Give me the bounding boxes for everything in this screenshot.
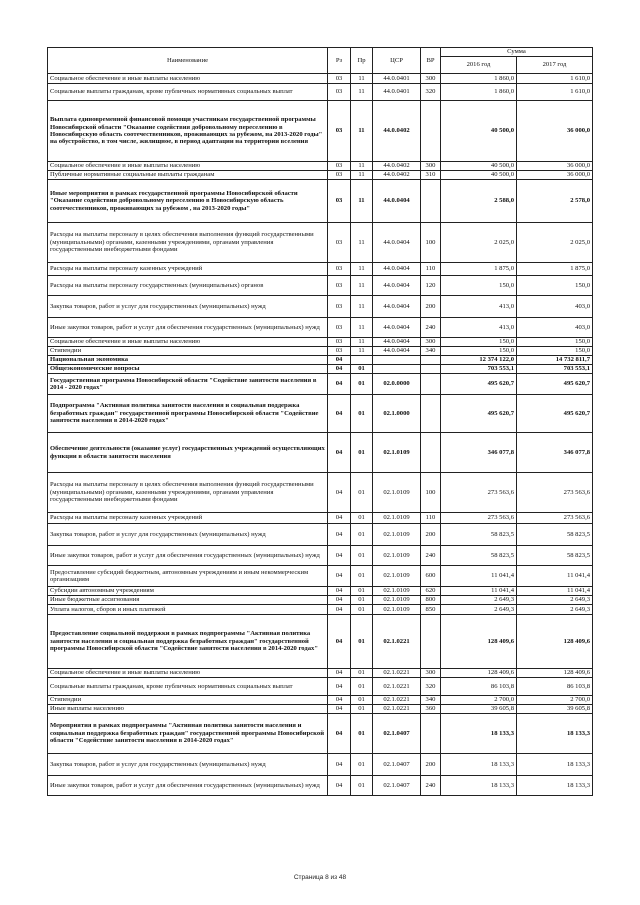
cell-rz: 04 bbox=[328, 587, 351, 596]
cell-pr: 11 bbox=[351, 171, 373, 180]
table-row bbox=[48, 566, 593, 587]
cell-vr bbox=[421, 356, 441, 365]
cell-name: Закупка товаров, работ и услуг для государственных (муниципальных) нужд bbox=[48, 296, 328, 318]
cell-vr: 360 bbox=[421, 705, 441, 714]
cell-name: Иные закупки товаров, работ и услуг для обеспечения государственных (муниципальных) нужд bbox=[48, 776, 328, 796]
table-row bbox=[48, 296, 593, 318]
cell-csr: 44.0.0404 bbox=[373, 318, 421, 338]
cell-vr: 320 bbox=[421, 84, 441, 101]
cell-csr bbox=[373, 356, 421, 365]
cell-2016: 273 563,6 bbox=[441, 473, 517, 513]
cell-2016: 40 500,0 bbox=[441, 162, 517, 171]
cell-2016: 18 133,3 bbox=[441, 714, 517, 754]
cell-2017: 403,0 bbox=[517, 296, 593, 318]
cell-2017: 2 578,0 bbox=[517, 180, 593, 223]
cell-pr: 01 bbox=[351, 776, 373, 796]
cell-2017: 346 077,8 bbox=[517, 433, 593, 473]
col-csr-header: ЦСР bbox=[373, 48, 421, 74]
cell-csr: 02.1.0109 bbox=[373, 433, 421, 473]
table-row bbox=[48, 754, 593, 776]
cell-csr bbox=[373, 365, 421, 374]
cell-name: Социальные выплаты гражданам, кроме публичных нормативных социальных выплат bbox=[48, 678, 328, 696]
cell-vr: 240 bbox=[421, 318, 441, 338]
cell-csr: 02.1.0221 bbox=[373, 705, 421, 714]
cell-name: Социальное обеспечение и иные выплаты населению bbox=[48, 338, 328, 347]
cell-vr: 240 bbox=[421, 776, 441, 796]
cell-name: Иные выплаты населению bbox=[48, 705, 328, 714]
cell-vr: 200 bbox=[421, 296, 441, 318]
cell-vr: 300 bbox=[421, 162, 441, 171]
cell-2016: 495 620,7 bbox=[441, 395, 517, 433]
page-footer: Страница 8 из 48 bbox=[293, 874, 347, 881]
cell-2017: 1 610,0 bbox=[517, 84, 593, 101]
cell-rz: 04 bbox=[328, 776, 351, 796]
cell-2017: 2 649,3 bbox=[517, 605, 593, 615]
cell-2017: 18 133,3 bbox=[517, 776, 593, 796]
table-row bbox=[48, 162, 593, 171]
cell-name: Выплата единовременной финансовой помощи участникам государственной программы Новосибирской области "Оказание содействия добровольному переселению в Новосибирскую область соотечественников, проживающих за рубежом, на 2013-2020 годы" на обустройство, в том числе, жилищное, в период адаптации на территории вселения bbox=[48, 101, 328, 162]
cell-2017: 150,0 bbox=[517, 276, 593, 296]
cell-2016: 39 605,8 bbox=[441, 705, 517, 714]
cell-name: Обеспечение деятельности (оказание услуг) государственных учреждений осуществляющих функции в области занятости населения bbox=[48, 433, 328, 473]
cell-rz: 04 bbox=[328, 524, 351, 546]
cell-2017: 1 610,0 bbox=[517, 74, 593, 84]
cell-pr: 11 bbox=[351, 338, 373, 347]
col-rz-header: Рз bbox=[328, 48, 351, 74]
cell-name: Социальное обеспечение и иные выплаты населению bbox=[48, 74, 328, 84]
cell-csr: 44.0.0404 bbox=[373, 347, 421, 356]
table-row bbox=[48, 776, 593, 796]
table-row bbox=[48, 223, 593, 263]
table-row bbox=[48, 669, 593, 678]
cell-rz: 04 bbox=[328, 566, 351, 587]
cell-rz: 03 bbox=[328, 162, 351, 171]
cell-csr: 02.1.0407 bbox=[373, 776, 421, 796]
col-name-header: Наименование bbox=[48, 48, 328, 74]
cell-rz: 04 bbox=[328, 678, 351, 696]
cell-csr: 02.1.0221 bbox=[373, 615, 421, 669]
cell-2016: 18 133,3 bbox=[441, 754, 517, 776]
cell-rz: 03 bbox=[328, 263, 351, 276]
cell-2016: 128 409,6 bbox=[441, 615, 517, 669]
cell-2017: 58 823,5 bbox=[517, 524, 593, 546]
cell-name: Социальное обеспечение и иные выплаты населению bbox=[48, 669, 328, 678]
table-row bbox=[48, 101, 593, 162]
cell-2016: 1 875,0 bbox=[441, 263, 517, 276]
table-row bbox=[48, 596, 593, 605]
cell-name: Иные закупки товаров, работ и услуг для обеспечения государственных (муниципальных) нужд bbox=[48, 546, 328, 566]
cell-name: Иные бюджетные ассигнования bbox=[48, 596, 328, 605]
cell-csr: 02.1.0109 bbox=[373, 513, 421, 524]
cell-2017: 2 025,0 bbox=[517, 223, 593, 263]
cell-rz: 04 bbox=[328, 605, 351, 615]
cell-2016: 58 823,5 bbox=[441, 546, 517, 566]
cell-pr: 11 bbox=[351, 74, 373, 84]
cell-csr: 02.1.0109 bbox=[373, 566, 421, 587]
cell-2016: 58 823,5 bbox=[441, 524, 517, 546]
cell-vr: 200 bbox=[421, 754, 441, 776]
cell-csr: 44.0.0401 bbox=[373, 74, 421, 84]
cell-2017: 1 875,0 bbox=[517, 263, 593, 276]
cell-name: Иные закупки товаров, работ и услуг для обеспечения государственных (муниципальных) нужд bbox=[48, 318, 328, 338]
cell-vr: 100 bbox=[421, 223, 441, 263]
cell-rz: 03 bbox=[328, 84, 351, 101]
cell-name: Социальное обеспечение и иные выплаты населению bbox=[48, 162, 328, 171]
cell-2017: 150,0 bbox=[517, 347, 593, 356]
cell-csr: 44.0.0404 bbox=[373, 276, 421, 296]
cell-2016: 11 041,4 bbox=[441, 587, 517, 596]
cell-csr: 02.1.0109 bbox=[373, 524, 421, 546]
cell-2016: 2 649,3 bbox=[441, 596, 517, 605]
cell-csr: 44.0.0401 bbox=[373, 84, 421, 101]
cell-2016: 273 563,6 bbox=[441, 513, 517, 524]
cell-vr bbox=[421, 714, 441, 754]
cell-csr: 02.0.0000 bbox=[373, 374, 421, 395]
cell-2017: 36 000,0 bbox=[517, 162, 593, 171]
cell-pr: 11 bbox=[351, 84, 373, 101]
cell-2017: 36 000,0 bbox=[517, 171, 593, 180]
col-pr-header: Пр bbox=[351, 48, 373, 74]
cell-2016: 11 041,4 bbox=[441, 566, 517, 587]
table-row bbox=[48, 263, 593, 276]
table-row bbox=[48, 714, 593, 754]
cell-csr: 02.1.0109 bbox=[373, 473, 421, 513]
cell-pr: 11 bbox=[351, 276, 373, 296]
cell-rz: 03 bbox=[328, 180, 351, 223]
cell-rz: 04 bbox=[328, 705, 351, 714]
col-2017-header: 2017 год bbox=[517, 57, 593, 74]
cell-pr: 01 bbox=[351, 669, 373, 678]
cell-pr: 11 bbox=[351, 318, 373, 338]
cell-rz: 04 bbox=[328, 596, 351, 605]
cell-vr: 300 bbox=[421, 338, 441, 347]
cell-pr: 01 bbox=[351, 546, 373, 566]
cell-rz: 03 bbox=[328, 296, 351, 318]
cell-vr bbox=[421, 101, 441, 162]
cell-rz: 03 bbox=[328, 347, 351, 356]
table-row bbox=[48, 395, 593, 433]
cell-2017: 18 133,3 bbox=[517, 714, 593, 754]
cell-pr: 01 bbox=[351, 473, 373, 513]
table-header bbox=[48, 48, 593, 74]
cell-2016: 12 374 122,0 bbox=[441, 356, 517, 365]
cell-pr: 11 bbox=[351, 162, 373, 171]
cell-csr: 02.1.0221 bbox=[373, 669, 421, 678]
cell-name: Расходы на выплаты персоналу казенных учреждений bbox=[48, 513, 328, 524]
cell-csr: 44.0.0404 bbox=[373, 223, 421, 263]
table-row bbox=[48, 524, 593, 546]
cell-name: Публичные нормативные социальные выплаты гражданам bbox=[48, 171, 328, 180]
cell-vr: 200 bbox=[421, 524, 441, 546]
cell-csr: 44.0.0402 bbox=[373, 171, 421, 180]
cell-2016: 2 649,3 bbox=[441, 605, 517, 615]
cell-name: Социальные выплаты гражданам, кроме публичных нормативных социальных выплат bbox=[48, 84, 328, 101]
cell-csr: 44.0.0404 bbox=[373, 296, 421, 318]
table-row bbox=[48, 615, 593, 669]
cell-name: Предоставление субсидий бюджетным, автономным учреждениям и иным некоммерческим организациям bbox=[48, 566, 328, 587]
table-row bbox=[48, 74, 593, 84]
table-row bbox=[48, 705, 593, 714]
table-row bbox=[48, 365, 593, 374]
cell-csr: 44.0.0404 bbox=[373, 338, 421, 347]
cell-rz: 04 bbox=[328, 473, 351, 513]
cell-rz: 03 bbox=[328, 276, 351, 296]
cell-csr: 02.1.0109 bbox=[373, 596, 421, 605]
table-row bbox=[48, 84, 593, 101]
cell-2016: 703 553,1 bbox=[441, 365, 517, 374]
cell-name: Мероприятия в рамках подпрограммы "Активная политика занятости населения и социальная поддержка безработных граждан" государственной программы Новосибирской области "Содействие занятости населения в 2014-2020 годах" bbox=[48, 714, 328, 754]
table-row bbox=[48, 473, 593, 513]
cell-vr bbox=[421, 395, 441, 433]
cell-pr: 01 bbox=[351, 596, 373, 605]
cell-vr bbox=[421, 615, 441, 669]
cell-pr: 01 bbox=[351, 605, 373, 615]
cell-vr: 310 bbox=[421, 171, 441, 180]
cell-name: Уплата налогов, сборов и иных платежей bbox=[48, 605, 328, 615]
cell-csr: 44.0.0402 bbox=[373, 162, 421, 171]
cell-pr: 01 bbox=[351, 365, 373, 374]
col-sum-header: Сумма bbox=[441, 48, 593, 57]
cell-name: Закупка товаров, работ и услуг для государственных (муниципальных) нужд bbox=[48, 524, 328, 546]
cell-rz: 03 bbox=[328, 223, 351, 263]
cell-2016: 1 860,0 bbox=[441, 74, 517, 84]
cell-name: Расходы на выплаты персоналу казенных учреждений bbox=[48, 263, 328, 276]
cell-csr: 02.1.0407 bbox=[373, 714, 421, 754]
cell-2016: 1 860,0 bbox=[441, 84, 517, 101]
cell-2017: 273 563,6 bbox=[517, 513, 593, 524]
cell-pr: 01 bbox=[351, 615, 373, 669]
cell-pr: 01 bbox=[351, 705, 373, 714]
cell-2017: 14 732 811,7 bbox=[517, 356, 593, 365]
table-row bbox=[48, 356, 593, 365]
cell-2017: 128 409,6 bbox=[517, 669, 593, 678]
cell-2017: 39 605,8 bbox=[517, 705, 593, 714]
cell-name: Стипендии bbox=[48, 696, 328, 705]
cell-2016: 18 133,3 bbox=[441, 776, 517, 796]
table-row bbox=[48, 513, 593, 524]
cell-vr: 300 bbox=[421, 669, 441, 678]
cell-pr: 01 bbox=[351, 696, 373, 705]
cell-name: Национальная экономика bbox=[48, 356, 328, 365]
cell-csr: 02.1.0109 bbox=[373, 546, 421, 566]
cell-name: Расходы на выплаты персоналу в целях обеспечения выполнения функций государственными (муниципальными) органами, казенными учреждениями, органами управления государственными внебюджетными фондами bbox=[48, 223, 328, 263]
cell-2016: 346 077,8 bbox=[441, 433, 517, 473]
cell-name: Государственная программа Новосибирской области "Содействие занятости населения в 2014 - 2020 годах" bbox=[48, 374, 328, 395]
cell-vr: 100 bbox=[421, 473, 441, 513]
cell-2017: 11 041,4 bbox=[517, 566, 593, 587]
cell-2017: 36 000,0 bbox=[517, 101, 593, 162]
table-row bbox=[48, 338, 593, 347]
cell-pr: 11 bbox=[351, 223, 373, 263]
cell-csr: 44.0.0402 bbox=[373, 101, 421, 162]
cell-name: Стипендии bbox=[48, 347, 328, 356]
cell-csr: 02.1.0221 bbox=[373, 696, 421, 705]
cell-rz: 04 bbox=[328, 546, 351, 566]
cell-2016: 40 500,0 bbox=[441, 171, 517, 180]
table-row bbox=[48, 318, 593, 338]
cell-2016: 2 025,0 bbox=[441, 223, 517, 263]
cell-2016: 150,0 bbox=[441, 276, 517, 296]
cell-vr bbox=[421, 374, 441, 395]
cell-2017: 150,0 bbox=[517, 338, 593, 347]
budget-table bbox=[47, 47, 593, 796]
cell-rz: 03 bbox=[328, 171, 351, 180]
cell-pr: 01 bbox=[351, 714, 373, 754]
cell-csr: 02.1.0109 bbox=[373, 587, 421, 596]
cell-vr: 800 bbox=[421, 596, 441, 605]
cell-csr: 44.0.0404 bbox=[373, 263, 421, 276]
cell-csr: 02.1.0221 bbox=[373, 678, 421, 696]
table-row bbox=[48, 347, 593, 356]
cell-pr: 01 bbox=[351, 754, 373, 776]
cell-csr: 44.0.0404 bbox=[373, 180, 421, 223]
cell-rz: 04 bbox=[328, 374, 351, 395]
cell-vr: 300 bbox=[421, 74, 441, 84]
table-row bbox=[48, 587, 593, 596]
cell-2016: 86 103,8 bbox=[441, 678, 517, 696]
cell-name: Иные мероприятия в рамках государственной программы Новосибирской области "Оказание содействия добровольному переселению в Новосибирскую область соотечественников, проживающих за рубежом , на 2013-2020 годы" bbox=[48, 180, 328, 223]
cell-rz: 03 bbox=[328, 338, 351, 347]
cell-2016: 40 500,0 bbox=[441, 101, 517, 162]
cell-2017: 128 409,6 bbox=[517, 615, 593, 669]
cell-pr: 01 bbox=[351, 395, 373, 433]
cell-rz: 03 bbox=[328, 74, 351, 84]
cell-pr: 01 bbox=[351, 566, 373, 587]
cell-csr: 02.1.0000 bbox=[373, 395, 421, 433]
cell-rz: 04 bbox=[328, 696, 351, 705]
cell-pr: 01 bbox=[351, 524, 373, 546]
cell-2016: 413,0 bbox=[441, 318, 517, 338]
cell-2017: 495 620,7 bbox=[517, 374, 593, 395]
cell-2017: 703 553,1 bbox=[517, 365, 593, 374]
cell-pr: 01 bbox=[351, 587, 373, 596]
cell-rz: 04 bbox=[328, 365, 351, 374]
cell-name: Расходы на выплаты персоналу государственных (муниципальных) органов bbox=[48, 276, 328, 296]
cell-vr bbox=[421, 365, 441, 374]
cell-name: Субсидии автономным учреждениям bbox=[48, 587, 328, 596]
cell-pr: 01 bbox=[351, 678, 373, 696]
cell-2016: 150,0 bbox=[441, 347, 517, 356]
table-row bbox=[48, 276, 593, 296]
cell-pr: 11 bbox=[351, 296, 373, 318]
cell-2017: 2 700,0 bbox=[517, 696, 593, 705]
cell-2016: 2 700,0 bbox=[441, 696, 517, 705]
cell-2017: 86 103,8 bbox=[517, 678, 593, 696]
table-body bbox=[48, 74, 593, 796]
cell-vr: 340 bbox=[421, 696, 441, 705]
table-row bbox=[48, 678, 593, 696]
cell-pr bbox=[351, 356, 373, 365]
cell-2016: 495 620,7 bbox=[441, 374, 517, 395]
table-row bbox=[48, 180, 593, 223]
cell-csr: 02.1.0407 bbox=[373, 754, 421, 776]
cell-2016: 2 588,0 bbox=[441, 180, 517, 223]
cell-rz: 04 bbox=[328, 669, 351, 678]
cell-vr: 620 bbox=[421, 587, 441, 596]
cell-rz: 03 bbox=[328, 318, 351, 338]
table-row bbox=[48, 171, 593, 180]
cell-name: Закупка товаров, работ и услуг для государственных (муниципальных) нужд bbox=[48, 754, 328, 776]
cell-vr: 110 bbox=[421, 513, 441, 524]
table-row bbox=[48, 546, 593, 566]
table-row bbox=[48, 433, 593, 473]
cell-vr: 600 bbox=[421, 566, 441, 587]
cell-name: Предоставление социальной поддержки в рамках подпрограммы "Активная политика занятости населения и социальная поддержка безработных граждан" государственной программы Новосибирской области "Содействие занятости населения в 2014-2020 годах" bbox=[48, 615, 328, 669]
cell-rz: 04 bbox=[328, 754, 351, 776]
cell-vr bbox=[421, 180, 441, 223]
cell-2017: 403,0 bbox=[517, 318, 593, 338]
cell-vr: 110 bbox=[421, 263, 441, 276]
cell-pr: 11 bbox=[351, 180, 373, 223]
cell-2016: 128 409,6 bbox=[441, 669, 517, 678]
cell-name: Расходы на выплаты персоналу в целях обеспечения выполнения функций государственными (муниципальными) органами, казенными учреждениями, органами управления государственными внебюджетными фондами bbox=[48, 473, 328, 513]
cell-pr: 01 bbox=[351, 374, 373, 395]
cell-2016: 150,0 bbox=[441, 338, 517, 347]
cell-2017: 273 563,6 bbox=[517, 473, 593, 513]
cell-pr: 01 bbox=[351, 513, 373, 524]
cell-csr: 02.1.0109 bbox=[373, 605, 421, 615]
cell-vr: 850 bbox=[421, 605, 441, 615]
cell-2017: 11 041,4 bbox=[517, 587, 593, 596]
cell-rz: 04 bbox=[328, 513, 351, 524]
cell-name: Общеэкономические вопросы bbox=[48, 365, 328, 374]
cell-2017: 495 620,7 bbox=[517, 395, 593, 433]
cell-vr: 240 bbox=[421, 546, 441, 566]
cell-pr: 11 bbox=[351, 347, 373, 356]
cell-rz: 04 bbox=[328, 714, 351, 754]
table-row bbox=[48, 696, 593, 705]
col-2016-header: 2016 год bbox=[441, 57, 517, 74]
cell-vr: 120 bbox=[421, 276, 441, 296]
cell-vr bbox=[421, 433, 441, 473]
cell-rz: 04 bbox=[328, 395, 351, 433]
col-vr-header: ВР bbox=[421, 48, 441, 74]
cell-rz: 04 bbox=[328, 433, 351, 473]
table-row bbox=[48, 605, 593, 615]
cell-2017: 2 649,3 bbox=[517, 596, 593, 605]
cell-rz: 04 bbox=[328, 615, 351, 669]
cell-vr: 320 bbox=[421, 678, 441, 696]
cell-pr: 11 bbox=[351, 101, 373, 162]
cell-rz: 03 bbox=[328, 101, 351, 162]
cell-2017: 18 133,3 bbox=[517, 754, 593, 776]
cell-vr: 340 bbox=[421, 347, 441, 356]
cell-name: Подпрограмма "Активная политика занятости населения и социальная поддержка безработных граждан" государственной программы Новосибирской области "Содействие занятости населения в 2014-2020 годах" bbox=[48, 395, 328, 433]
table-row bbox=[48, 374, 593, 395]
cell-2016: 413,0 bbox=[441, 296, 517, 318]
cell-2017: 58 823,5 bbox=[517, 546, 593, 566]
cell-pr: 01 bbox=[351, 433, 373, 473]
cell-pr: 11 bbox=[351, 263, 373, 276]
cell-rz: 04 bbox=[328, 356, 351, 365]
